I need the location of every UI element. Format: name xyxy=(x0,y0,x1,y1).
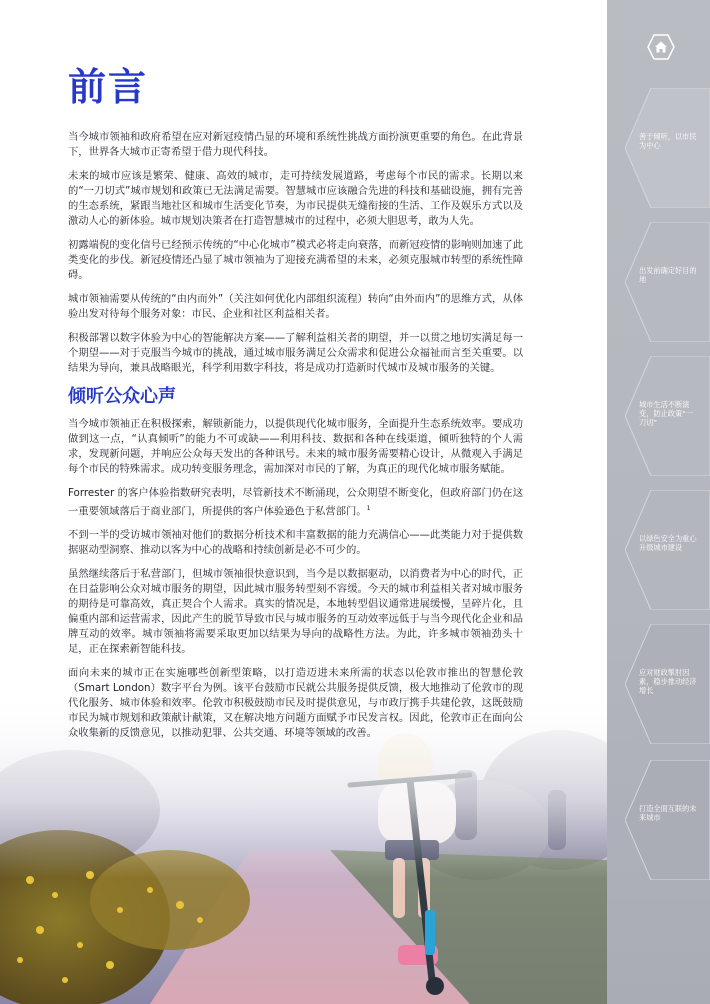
sidebar-item-label: 城市生活不断演变，防止政策“一刀切” xyxy=(639,400,694,427)
sidebar-item-city-life[interactable] xyxy=(625,356,710,476)
sidebar-item-connected-city[interactable] xyxy=(625,760,710,880)
paragraph: 虽然继续落后于私营部门，但城市领袖很快意识到，当今是以数据驱动，以消费者为中心的时代，正在日益影响公众对城市服务的期望，因此城市服务转型刻不容缓。今天的城市利益相关者对城市服务的期待是可靠高效，真正契合个人需求。真实的情况是，本地转型倡议通常进展缓慢，呈碎片化，且偏重内部和运营需求，因此产生的脱节导致市民与城市服务的互动效率远低于与当今现代化企业和品牌互动的效率。城市领袖将需要采取更加以结果为导向的战略性方法。为此，许多城市领袖劲头十足，正在探索新智能科技。 xyxy=(68,568,523,656)
footnote-mark[interactable]: 1 xyxy=(366,505,371,512)
paragraph: 不到一半的受访城市领袖对他们的数据分析技术和丰富数据的能力充满信心——此类能力对于提供数据驱动型洞察、推动以客为中心的战略和持续创新是必不可少的。 xyxy=(68,529,523,557)
paragraph-text: Forrester 的客户体验指数研究表明，尽管新技术不断涌现，公众期望不断变化，但政府部门仍在这一重要领域落后于商业部门，所提供的客户体验逊色于私营部门。 xyxy=(68,487,523,518)
sidebar-item-label: 打造全面互联的未来城市 xyxy=(639,804,697,822)
paragraph: 未来的城市应该是繁荣、健康、高效的城市，走可持续发展道路，考虑每个市民的需求。长期以来的“一刀切式”城市规划和政策已无法满足需要。智慧城市应该融合先进的科技和基础设施，拥有完善的生态系统，紧跟当地社区和城市生活变化节奏，为市民提供无缝衔接的生活、工作及娱乐方式以及激动人心的新体验。城市规划决策者在打造智慧城市的过程中，必须大胆思考，敢为人先。 xyxy=(68,170,523,227)
paragraph-footnoted xyxy=(68,486,523,519)
paragraph: 当今城市领袖正在积极探索，解锁新能力，以提供现代化城市服务，全面提升生态系统效率。要成功做到这一点，“认真倾听”的能力不可或缺——利用科技、数据和各种在线渠道，倾听独特的个人需求，发现新问题，并响应公众每天发出的各种讯号。未来的城市服务需要精心设计，从微观入手满足每个市民的特殊需求。成功转变服务理念，需加深对市民的了解，为真正的现代化城市服务赋能。 xyxy=(68,418,523,475)
sidebar-item-label: 以绿色安全为重心升级城市建设 xyxy=(639,534,697,552)
sidebar-item-listen[interactable] xyxy=(625,88,710,208)
sidebar-item-economy[interactable] xyxy=(625,624,710,744)
sidebar-item-destination[interactable] xyxy=(625,222,710,342)
sidebar-item-label: 出发前确定好目的地 xyxy=(639,266,697,284)
paragraph: 初露端倪的变化信号已经预示传统的“中心化城市”模式必将走向衰落，而新冠疫情的影响则加速了此类变化的步伐。新冠疫情还凸显了城市领袖为了迎接充满希望的未来，必须克服城市转型的系统性障碍。 xyxy=(68,239,523,281)
paragraph: 积极部署以数字体验为中心的智能解决方案——了解利益相关者的期望，并一以贯之地切实满足每一个期望——对于克服当今城市的挑战，通过城市服务满足公众需求和促进公众福祉而言至关重要。以结果为导向，兼具战略眼光，科学利用数字科技，将是成功打造新时代城市及城市服务的关键。 xyxy=(68,332,523,374)
sidebar-item-label: 应对财政掣肘因素，稳步推动经济增长 xyxy=(639,668,697,695)
home-icon xyxy=(647,34,675,60)
paragraph: 当今城市领袖和政府希望在应对新冠疫情凸显的环境和系统性挑战方面扮演更重要的角色。在此背景下，世界各大城市正寄希望于借力现代科技。 xyxy=(68,131,523,158)
page-title: 前言 xyxy=(68,65,149,109)
section-subtitle: 倾听公众心声 xyxy=(68,386,176,407)
sidebar-item-label: 善于倾听，以市民为中心 xyxy=(639,132,697,150)
main-content xyxy=(68,62,523,750)
sidebar-item-green-safety[interactable] xyxy=(625,490,710,610)
paragraph: 面向未来的城市正在实施哪些创新型策略，以打造迈进未来所需的状态以伦敦市推出的智慧伦敦（Smart London）数字平台为例。该平台鼓励市民就公共服务提供反馈，极大地推动了伦敦市的现代化服务、城市体验和效率。伦敦市积极鼓励市民及时提供意见，与市政厅携手共建伦敦，这既鼓励市民为城市规划和政策献计献策，又在解决地方问题方面赋予市民发言权。因此，伦敦市正在面向公众收集新的反馈意见，以推动犯罪、公共交通、环境等领域的改善。 xyxy=(68,667,523,740)
home-button[interactable] xyxy=(647,34,675,60)
paragraph: 城市领袖需要从传统的“由内而外”（关注如何优化内部组织流程）转向“由外而内”的思维方式，从体验出发对待每个服务对象：市民、企业和社区利益相关者。 xyxy=(68,293,523,320)
sidebar-nav xyxy=(607,0,710,1004)
